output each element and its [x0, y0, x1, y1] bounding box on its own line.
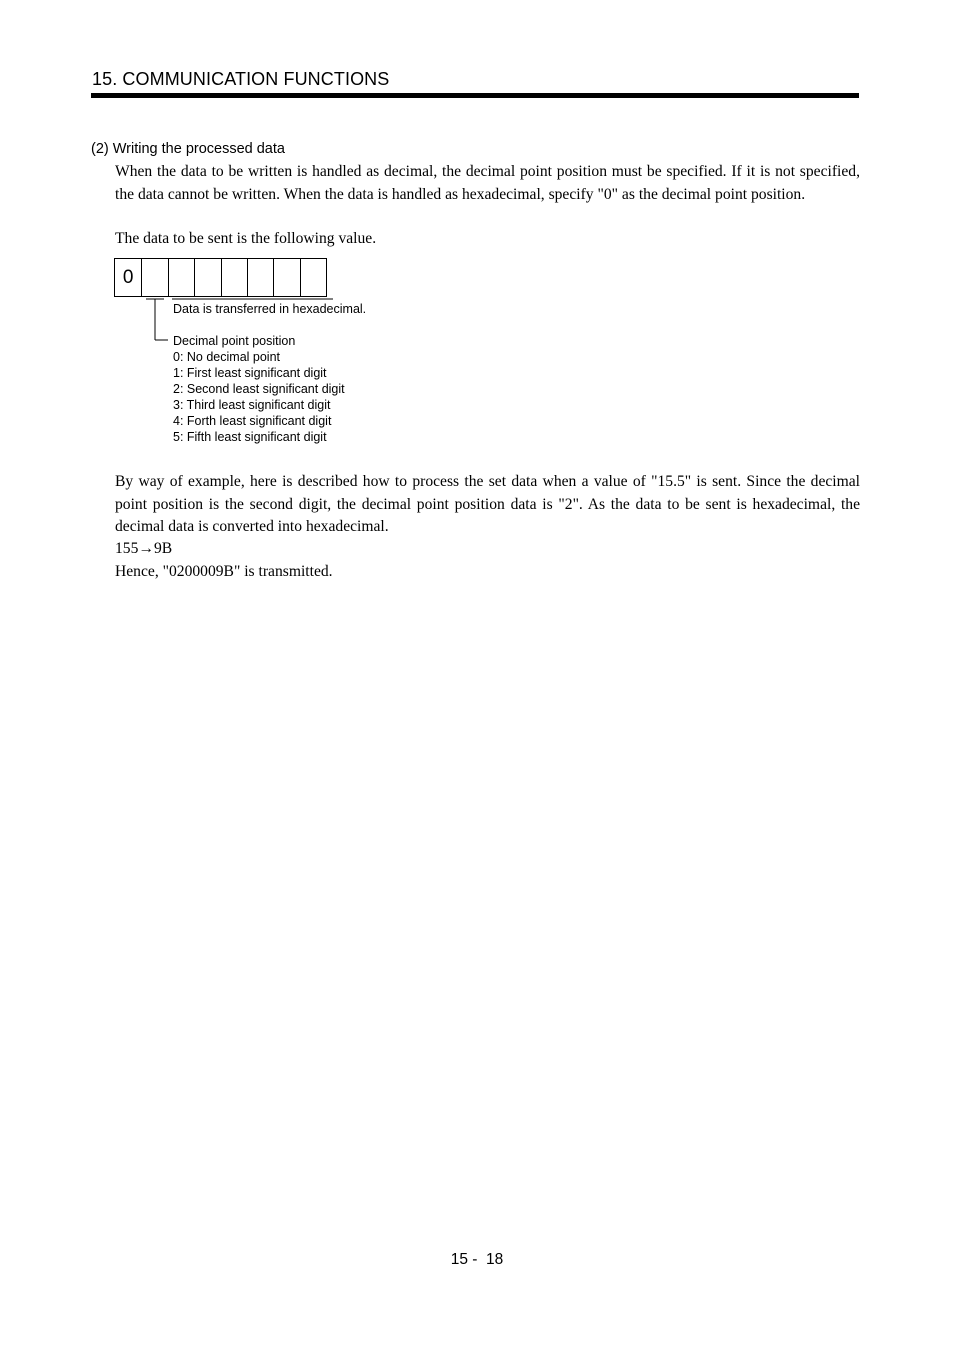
conversion-line: 155→9B	[115, 540, 173, 557]
data-frame	[114, 258, 327, 297]
frame-cell-3	[168, 259, 194, 296]
legend-item: 5: Fifth least significant digit	[173, 430, 327, 444]
frame-cell-6	[247, 259, 273, 296]
frame-cell-2	[141, 259, 167, 296]
frame-cell-5	[221, 259, 247, 296]
legend-item: 3: Third least significant digit	[173, 398, 331, 412]
example-paragraph: By way of example, here is described how to process the set data when a value of "15.5" is sent. Since the decimal point position is the second digit, the decimal point position data is "2". As the data to be sent is hexadecimal, the decimal data is converted into hexadecimal.	[115, 473, 860, 535]
legend-item: 1: First least significant digit	[173, 366, 327, 380]
page-header-title: 15. COMMUNICATION FUNCTIONS	[92, 69, 390, 89]
frame-cell-7	[273, 259, 299, 296]
page-number: 15 - 18	[450, 1251, 504, 1268]
intro-paragraph: When the data to be written is handled as decimal, the decimal point position must be specified. If it is not specified, the data cannot be written. When the data is handled as hexadecimal, specify "0" as the decimal point position.	[115, 163, 860, 203]
legend-item: 2: Second least significant digit	[173, 382, 345, 396]
frame-cell-8	[300, 259, 326, 296]
hex-note: Data is transferred in hexadecimal.	[173, 302, 367, 316]
header-rule	[91, 93, 859, 98]
decimal-point-legend	[173, 333, 345, 445]
send-value-paragraph: The data to be sent is the following value.	[115, 230, 377, 247]
frame-cell-4	[194, 259, 220, 296]
legend-item: 4: Forth least significant digit	[173, 414, 332, 428]
result-line: Hence, "0200009B" is transmitted.	[115, 563, 333, 580]
legend-item: 0: No decimal point	[173, 350, 281, 364]
legend-title: Decimal point position	[173, 334, 296, 348]
frame-cell-1: 0	[122, 266, 134, 288]
section-heading: (2) Writing the processed data	[91, 141, 285, 157]
